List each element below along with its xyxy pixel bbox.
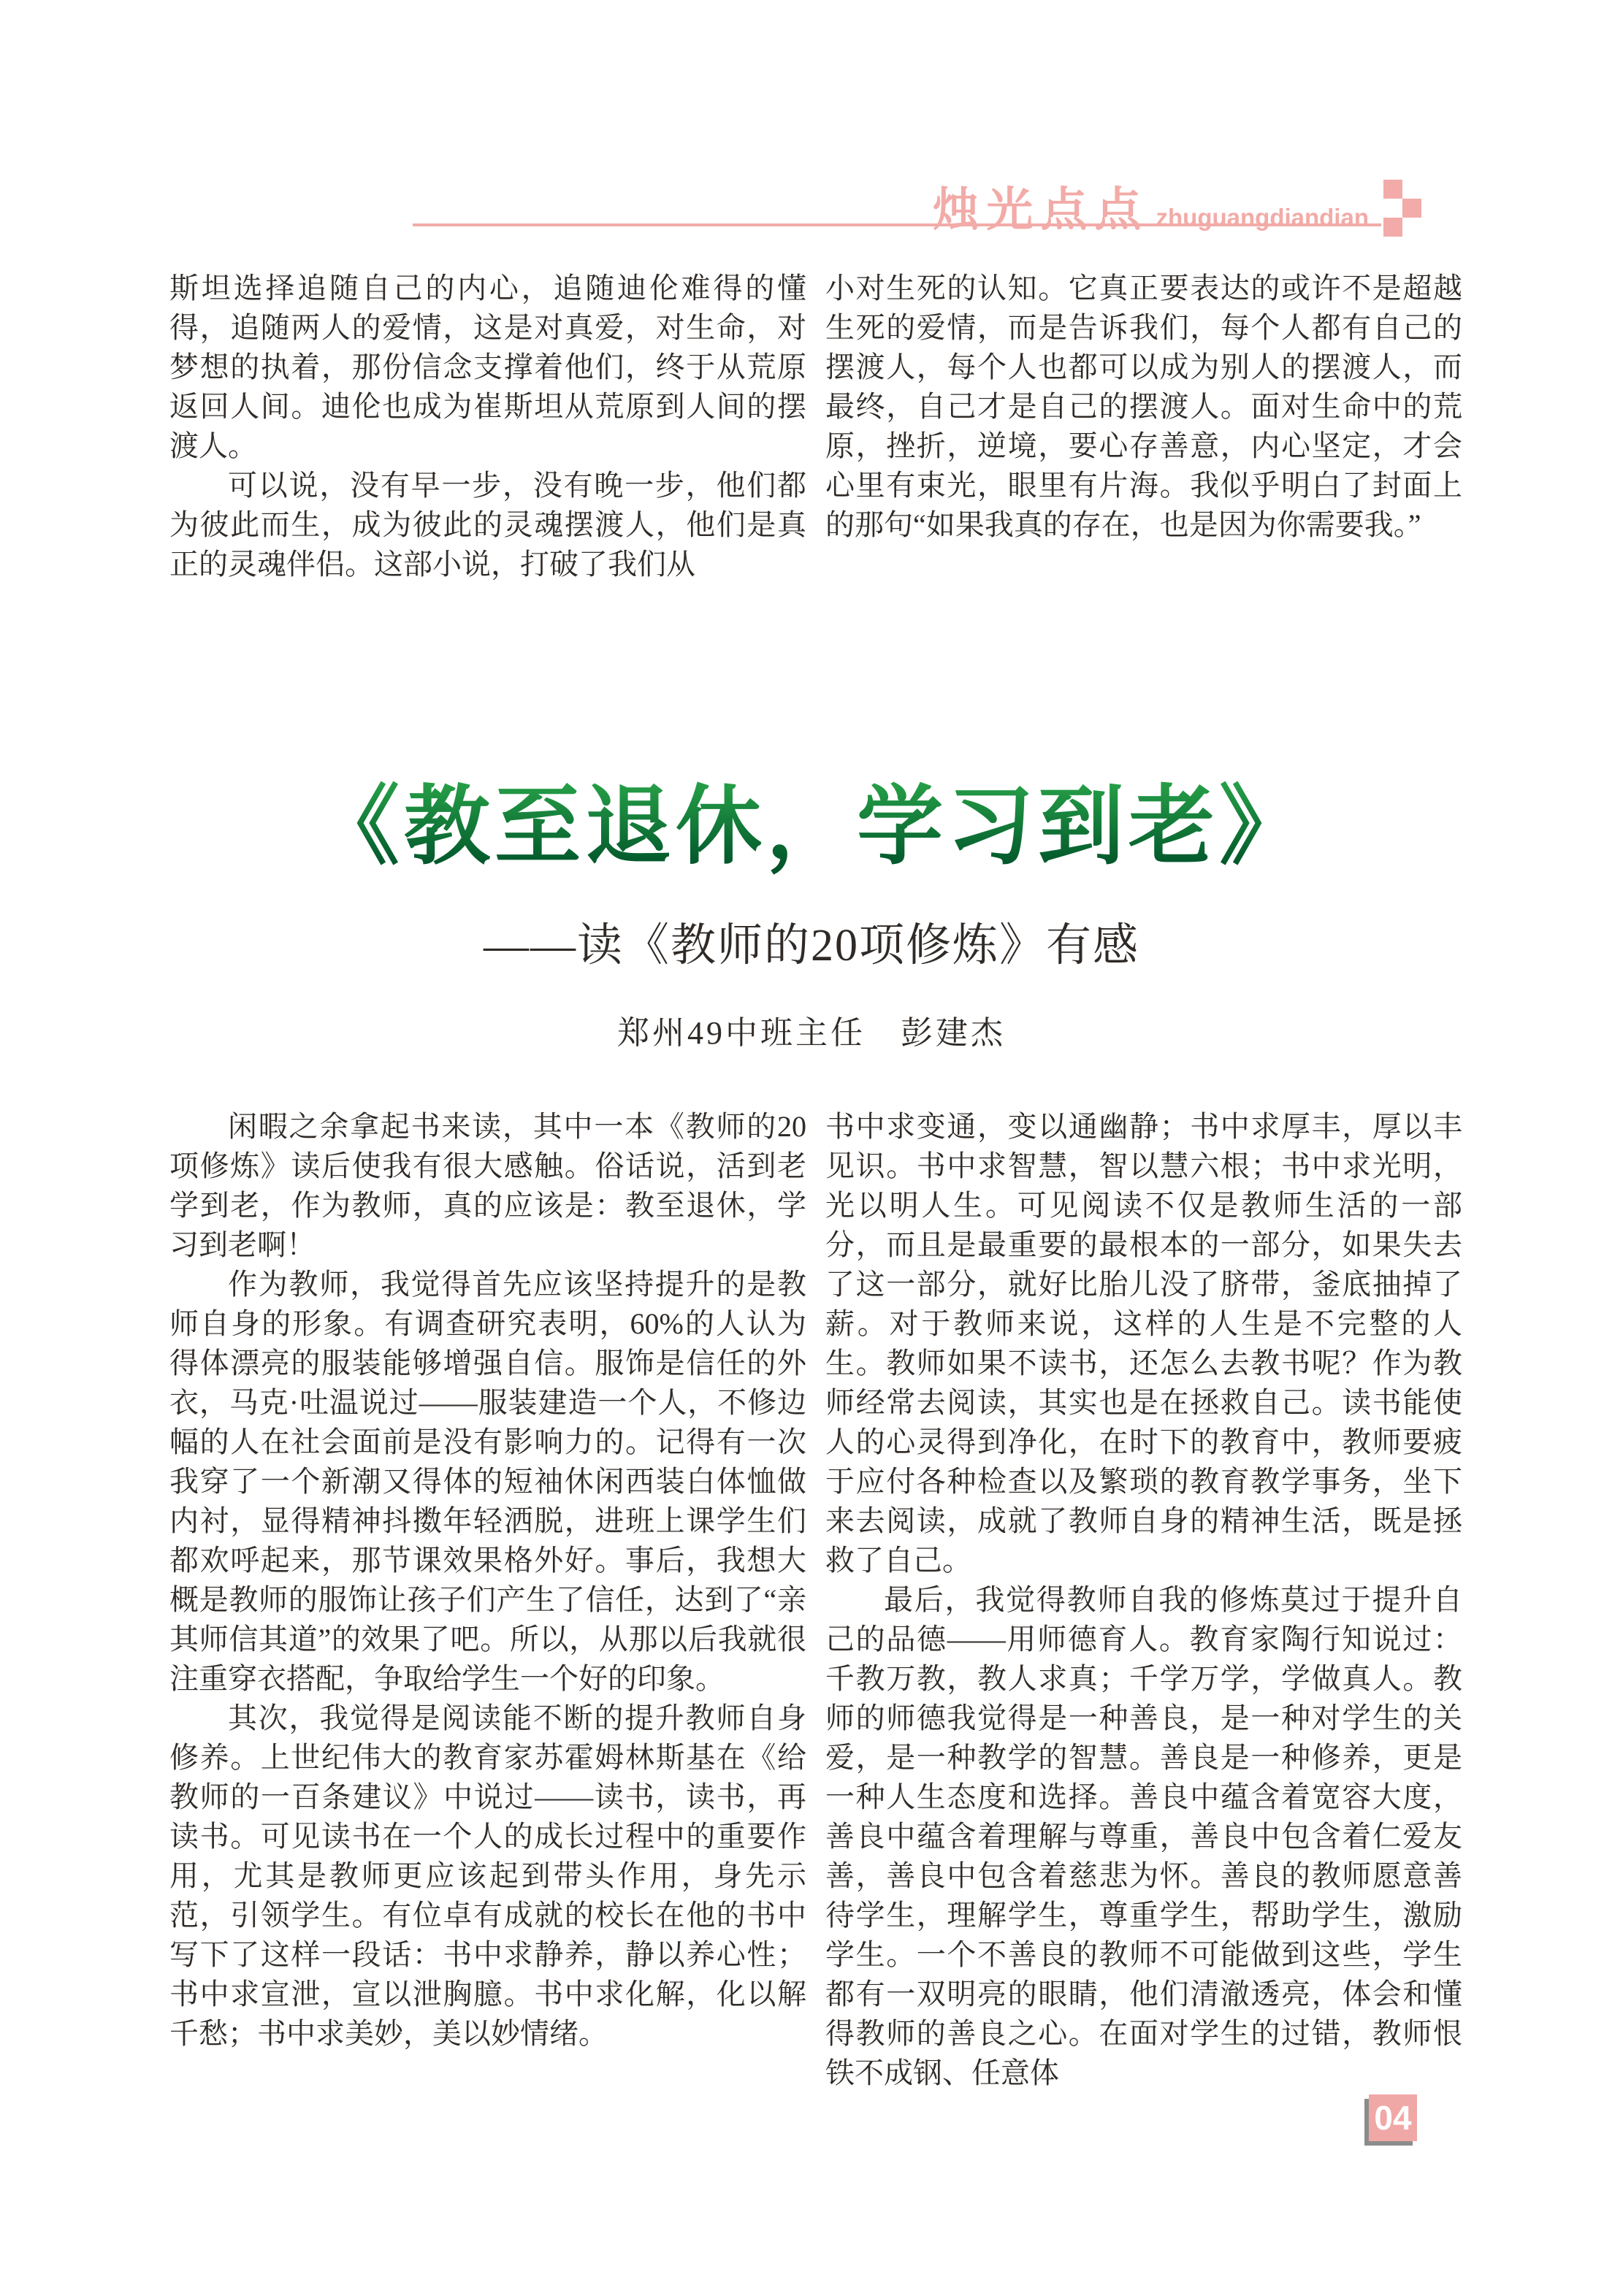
paragraph: 小对生死的认知。它真正要表达的或许不是超越生死的爱情，而是告诉我们，每个人都有自己的摆渡人，每个人也都可以成为别人的摆渡人，而最终，自己才是自己的摆渡人。面对生命中的荒原，挫折，逆境，要心存善意，内心坚定，才会心里有束光，眼里有片海。我似乎明白了封面上的那句“如果我真的存在，也是因为你需要我。” [825, 272, 1462, 541]
article-subtitle: ——读《教师的20项修炼》有感 [483, 921, 1139, 971]
paragraph: 作为教师，我觉得首先应该坚持提升的是教师自身的形象。有调查研究表明，60%的人认为得体漂亮的服装能够增强自信。服饰是信任的外衣，马克·吐温说过——服装建造一个人，不修边幅的人在社会面前是没有影响力的。记得有一次我穿了一个新潮又得体的短袖休闲西装白体恤做内衬，显得精神抖擞年轻洒脱，进班上课学生们都欢呼起来，那节课效果格外好。事后，我想大概是教师的服饰让孩子们产生了信任，达到了“亲其师信其道”的效果了吧。所以，从那以后我就很注重穿衣搭配，争取给学生一个好的印象。 [169, 1268, 806, 1695]
section-title: 烛光点点 [932, 184, 1149, 236]
article-title: 《教至退休，学习到老》 [0, 757, 1623, 881]
article-left-column [169, 1107, 806, 2054]
paragraph: 可以说，没有早一步，没有晚一步，他们都为彼此而生，成为彼此的灵魂摆渡人，他们是真正的灵魂伴侣。这部小说，打破了我们从 [169, 469, 806, 581]
decoration-square [1402, 199, 1421, 218]
header [933, 172, 1369, 240]
paragraph: 斯坦选择追随自己的内心，追随迪伦难得的懂得，追随两人的爱情，这是对真爱，对生命，对梦想的执着，那份信念支撑着他们，终于从荒原返回人间。迪伦也成为崔斯坦从荒原到人间的摆渡人。 [169, 272, 806, 462]
paragraph: 其次，我觉得是阅读能不断的提升教师自身修养。上世纪伟大的教育家苏霍姆林斯基在《给教师的一百条建议》中说过——读书，读书，再读书。可见读书在一个人的成长过程中的重要作用，尤其是教师更应该起到带头作用，身先示范，引领学生。有位卓有成就的校长在他的书中写下了这样一段话：书中求静养，静以养心性；书中求宣泄，宣以泄胸臆。书中求化解，化以解千愁；书中求美妙，美以妙情绪。 [169, 1702, 806, 2050]
article-author: 郑州49中班主任 彭建杰 [617, 1015, 1006, 1051]
paragraph: 书中求变通，变以通幽静；书中求厚丰，厚以丰见识。书中求智慧，智以慧六根；书中求光明，光以明人生。可见阅读不仅是教师生活的一部分，而且是最重要的最根本的一部分，如果失去了这一部分，就好比胎儿没了脐带，釜底抽掉了薪。对于教师来说，这样的人生是不完整的人生。教师如果不读书，还怎么去教书呢？作为教师经常去阅读，其实也是在拯救自己。读书能使人的心灵得到净化，在时下的教育中，教师要疲于应付各种检查以及繁琐的教育教学事务，坐下来去阅读，成就了教师自身的精神生活，既是拯救了自己。 [825, 1110, 1462, 1577]
page-number-badge: 04 [1369, 2094, 1417, 2141]
previous-article-left-column [169, 269, 806, 584]
paragraph: 最后，我觉得教师自我的修炼莫过于提升自己的品德——用师德育人。教育家陶行知说过：千教万教，教人求真；千学万学，学做真人。教师的师德我觉得是一种善良，是一种对学生的关爱，是一种教学的智慧。善良是一种修养，更是一种人生态度和选择。善良中蕴含着宽容大度，善良中蕴含着理解与尊重，善良中包含着仁爱友善，善良中包含着慈悲为怀。善良的教师愿意善待学生，理解学生，尊重学生，帮助学生，激励学生。一个不善良的教师不可能做到这些，学生都有一双明亮的眼睛，他们清澈透亮，体会和懂得教师的善良之心。在面对学生的过错，教师恨铁不成钢、任意体 [825, 1583, 1462, 2089]
decoration-square [1383, 218, 1402, 237]
article-right-column [825, 1107, 1462, 2093]
paragraph: 闲暇之余拿起书来读，其中一本《教师的20项修炼》读后使我有很大感触。俗话说，活到老学到老，作为教师，真的应该是：教至退休，学习到老啊！ [169, 1110, 806, 1261]
decoration-square [1383, 180, 1402, 199]
previous-article-right-column [825, 269, 1462, 545]
checkerboard-decoration [1383, 180, 1421, 237]
section-pinyin: zhuguangdiandian [1156, 204, 1369, 231]
